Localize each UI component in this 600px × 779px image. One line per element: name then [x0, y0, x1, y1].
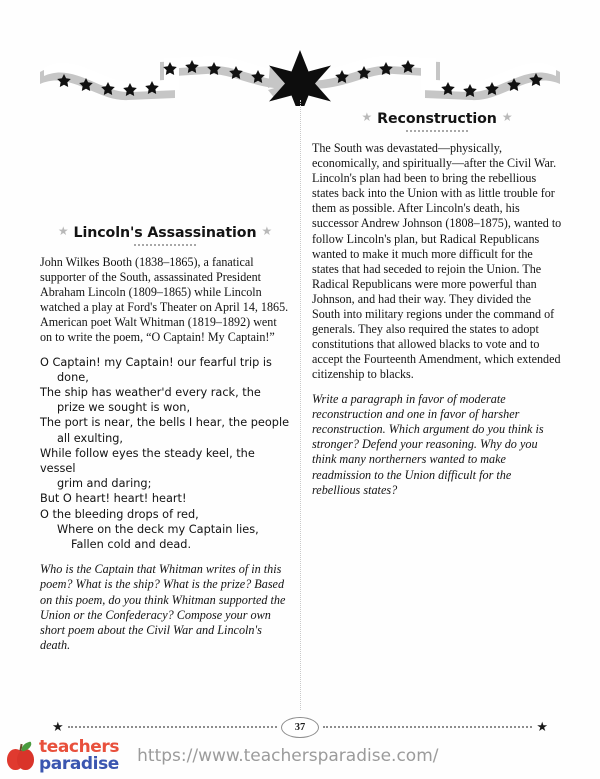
poem-line: While follow eyes the steady keel, the vessel — [40, 446, 255, 475]
branding-bar — [6, 734, 438, 778]
star-icon: ★ — [261, 224, 273, 238]
left-body-paragraph: John Wilkes Booth (1838–1865), a fanatical supporter of the South, assassinated President Abraham Lincoln (1809–1865) while Lincoln watched a play at Ford's Theater on April 14, 1865. American poet Walt Whitman (1819–1892) went on to write the poem, “O Captain! My Captain!” — [40, 255, 289, 345]
heading-dotted-rule — [134, 244, 196, 248]
right-heading-text: Reconstruction — [377, 111, 497, 127]
apple-logo-icon — [6, 741, 36, 771]
right-activity-prompt: Write a paragraph in favor of moderate reconstruction and one in favor of harsher reconstruction. Which argument do you think is stronger? Defend your reasoning. Why do you think many northerners wanted to make readmission to the Union difficult for the rebellious states? — [312, 391, 544, 497]
left-section-heading — [40, 224, 290, 241]
heading-dotted-rule — [406, 130, 468, 134]
right-body-paragraph: The South was devastated—physically, economically, and spiritually—after the Civil War. Lincoln's plan had been to bring the rebellious states back into the Union with as little trouble for them as possible. After Lincoln's death, his successor Andrew Johnson (1808–1875), wanted to follow Lincoln's plan, but Radical Republicans wanted to make it much more difficult for the states that had seceded to rejoin the Union. The Radical Republicans were more powerful than Johnson, and had their way. They divided the South into military regions under the command of generals. They also required the states to adopt constitutions that allowed blacks to vote and to accept the Fourteenth Amendment, which extended citizenship to blacks. — [312, 141, 562, 382]
apple-leaf — [20, 741, 33, 751]
left-heading-text: Lincoln's Assassination — [73, 225, 257, 241]
poem-line: Where on the deck my Captain lies, — [57, 522, 259, 536]
brand-url-link[interactable]: https://www.teachersparadise.com/ — [137, 746, 439, 766]
poem-line: grim and daring; — [57, 477, 152, 491]
poem-line: The ship has weather'd every rack, the — [40, 385, 261, 399]
star-icon: ★ — [52, 719, 64, 735]
apple-body-right — [17, 749, 34, 770]
poem-line: all exulting, — [57, 431, 124, 445]
footer-dotted-line-right — [323, 726, 532, 729]
star-icon: ★ — [361, 110, 373, 124]
poem-line: O the bleeding drops of red, — [40, 507, 199, 521]
poem-line: prize we sought is won, — [57, 401, 191, 415]
star-icon: ★ — [536, 719, 548, 735]
star-banner-decoration — [0, 44, 600, 106]
column-divider — [300, 100, 301, 710]
right-section-heading — [312, 110, 562, 127]
poem-line: Fallen cold and dead. — [71, 538, 192, 551]
poem-line: But O heart! heart! heart! — [40, 492, 187, 506]
footer-dotted-line-left — [68, 726, 277, 729]
page-number-badge: 37 — [281, 717, 319, 738]
poem-block — [40, 355, 290, 553]
star-icon: ★ — [57, 224, 69, 238]
star-icon: ★ — [501, 110, 513, 124]
poem-line: done, — [57, 370, 89, 384]
poem-line: O Captain! my Captain! our fearful trip is — [40, 355, 272, 369]
left-activity-prompt: Who is the Captain that Whitman writes of in this poem? What is the ship? What is the prize? Based on this poem, do you think Whitman supported the Union or the Confederacy? Compose your own short poem about the Civil War and Lincoln's death. — [40, 562, 286, 653]
brand-word-paradise: paradise — [39, 754, 119, 774]
right-column — [312, 110, 562, 507]
brand-wordmark — [39, 739, 119, 773]
poem-line: The port is near, the bells I hear, the people — [40, 416, 290, 430]
brand-word-teachers: teachers — [39, 737, 120, 757]
left-column — [40, 224, 290, 662]
